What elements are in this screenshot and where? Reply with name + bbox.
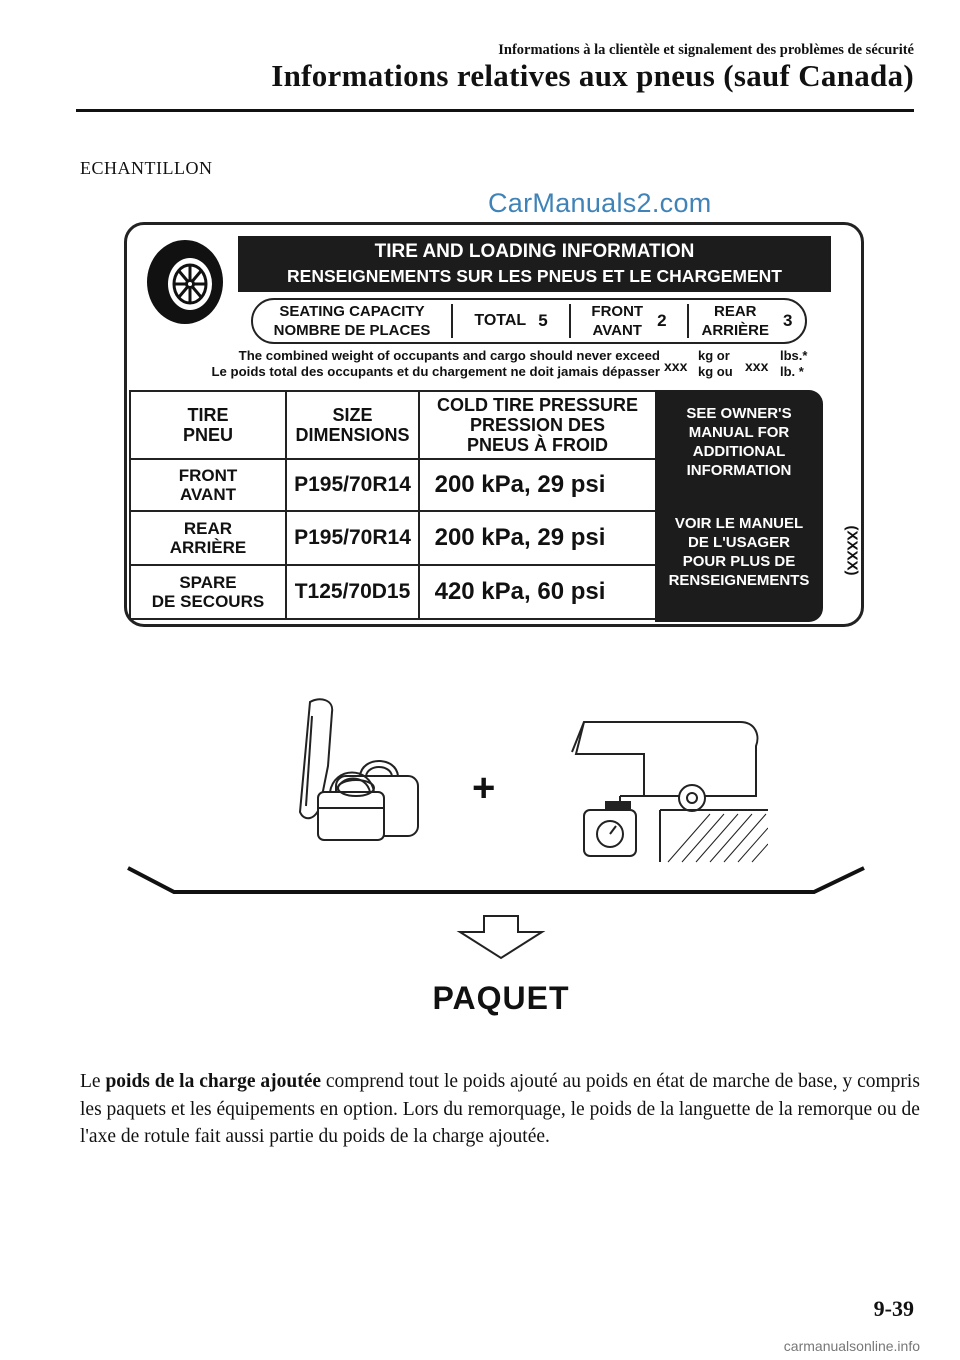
owner-fr-line: POUR PLUS DE	[682, 553, 796, 570]
row-rear-pressure: 200 kPa, 29 psi	[434, 524, 606, 551]
row-front-label	[131, 460, 285, 510]
row-front-pressure: 200 kPa, 29 psi	[434, 471, 606, 498]
owner-en-line: SEE OWNER'S	[686, 405, 792, 422]
row-rear-label	[131, 512, 285, 564]
body-term: poids de la charge ajoutée	[105, 1071, 322, 1092]
owner-manual-en	[655, 404, 823, 480]
rear-value: 3	[783, 311, 793, 330]
page-title: Informations relatives aux pneus (sauf Canada)	[271, 58, 914, 93]
row-label-fr: ARRIÈRE	[169, 538, 247, 557]
col-header-pressure	[420, 392, 655, 458]
section-title: Informations à la clientèle et signalement des problèmes de sécurité	[498, 42, 914, 58]
kg-units	[698, 348, 733, 380]
owner-en-line: MANUAL FOR	[688, 424, 790, 441]
col-press-3: PNEUS À FROID	[466, 435, 608, 455]
sample-label: ECHANTILLON	[80, 158, 213, 178]
luggage-icon	[290, 696, 422, 846]
owner-fr-line: DE L'USAGER	[688, 534, 790, 551]
plus-sign: +	[472, 766, 496, 810]
col-header-size	[287, 392, 418, 458]
kg-or: kg or	[698, 348, 730, 363]
placard-code	[822, 522, 882, 578]
seating-capacity	[251, 298, 807, 344]
owner-en-line: INFORMATION	[686, 462, 792, 479]
body-intro: Le	[80, 1071, 106, 1092]
tire-pressure-table	[129, 390, 657, 620]
row-label-en: REAR	[183, 519, 233, 538]
row-spare-pressure: 420 kPa, 60 psi	[434, 578, 606, 605]
front-label-en: FRONT	[591, 303, 644, 320]
combined-weight-fr: Le poids total des occupants et du chargement ne doit jamais dépasser	[211, 364, 660, 379]
xxx-kg: xxx	[664, 358, 688, 374]
tire-icon	[138, 232, 232, 328]
owner-manual-box	[655, 390, 823, 622]
total-value: 5	[538, 311, 548, 330]
header-divider	[76, 109, 914, 112]
total-label: TOTAL	[474, 312, 527, 329]
front-label-fr: AVANT	[592, 322, 642, 339]
col-tire-en: TIRE	[187, 405, 229, 425]
placard-code-text: (XXXX)	[843, 524, 861, 576]
row-spare-label	[131, 566, 285, 618]
seating-total	[453, 300, 569, 342]
placard-title	[238, 236, 831, 292]
row-rear-size: P195/70R14	[294, 526, 411, 549]
rear-label-en: REAR	[714, 303, 757, 320]
footer-watermark: carmanualsonline.info	[783, 1338, 920, 1354]
row-front-size: P195/70R14	[294, 473, 411, 496]
col-size-fr: DIMENSIONS	[295, 425, 410, 445]
body-text: comprend tout le poids ajouté au poids en état de marche de base, y compris les paquets et les équipements en option. Lors du remorquage, le poids de la languette de la remorque ou de l'axe de rotule fait aussi partie du poids de la charge ajoutée.	[80, 1071, 920, 1147]
row-spare-size: T125/70D15	[294, 580, 411, 603]
owner-en-line: ADDITIONAL	[692, 443, 786, 460]
col-press-2: PRESSION DES	[469, 415, 606, 435]
bracket-line	[124, 862, 868, 902]
row-label-en: FRONT	[178, 466, 238, 485]
seating-rear	[689, 300, 805, 342]
down-arrow-icon	[456, 914, 546, 960]
seating-label-fr: NOMBRE DE PLACES	[273, 322, 431, 339]
col-tire-fr: PNEU	[182, 425, 233, 445]
placard-title-en: TIRE AND LOADING INFORMATION	[374, 241, 695, 262]
row-label-en: SPARE	[179, 573, 237, 592]
lb: lb. *	[780, 364, 804, 379]
placard-title-fr: RENSEIGNEMENTS SUR LES PNEUS ET LE CHARGEMENT	[287, 266, 782, 286]
trailer-scale-icon	[560, 712, 768, 872]
owner-manual-fr	[655, 514, 823, 590]
col-header-tire	[131, 392, 285, 458]
combined-weight-text	[140, 348, 660, 380]
xxx-lbs: xxx	[745, 358, 769, 374]
front-value: 2	[657, 311, 667, 330]
body-paragraph	[80, 1068, 920, 1151]
kg-ou: kg ou	[698, 364, 733, 379]
lbs-units	[780, 348, 807, 380]
lbs: lbs.*	[780, 348, 808, 363]
paquet-label: PAQUET	[432, 980, 570, 1016]
combined-weight-en: The combined weight of occupants and cargo should never exceed	[238, 348, 660, 363]
page-number: 9-39	[873, 1296, 914, 1321]
owner-fr-line: VOIR LE MANUEL	[674, 515, 804, 532]
rear-label-fr: ARRIÈRE	[701, 322, 770, 339]
seating-front	[571, 300, 687, 342]
row-label-fr: DE SECOURS	[151, 592, 265, 611]
watermark: CarManuals2.com	[488, 188, 712, 218]
seating-label	[253, 300, 451, 342]
owner-fr-line: RENSEIGNEMENTS	[668, 572, 810, 589]
row-label-fr: AVANT	[179, 485, 236, 504]
col-press-1: COLD TIRE PRESSURE	[436, 395, 639, 415]
seating-label-en: SEATING CAPACITY	[279, 303, 425, 320]
col-size-en: SIZE	[332, 405, 373, 425]
